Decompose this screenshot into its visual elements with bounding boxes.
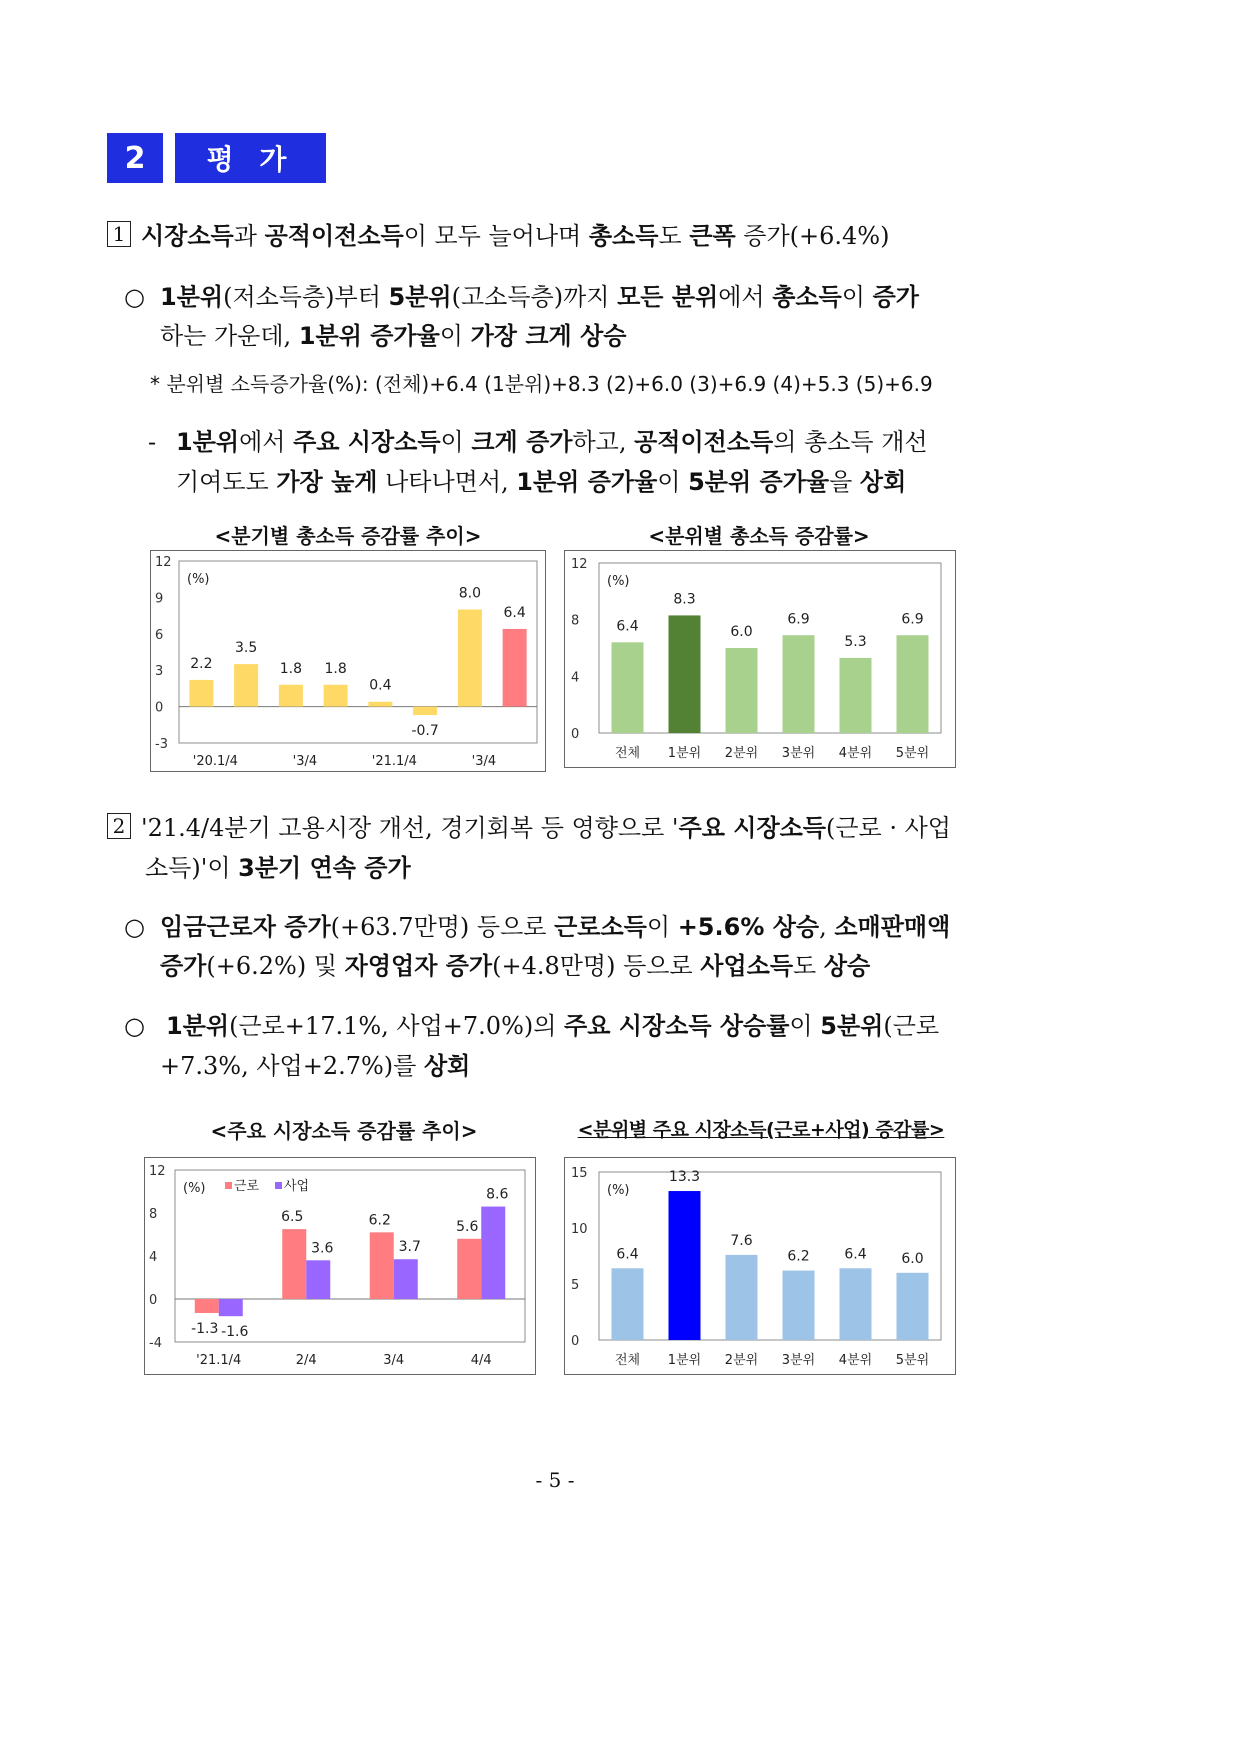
bar	[458, 610, 482, 707]
x-tick-label: 1분위	[667, 1353, 702, 1368]
data-label: 6.0	[901, 1250, 924, 1267]
x-tick-label: 4/4	[470, 1353, 492, 1368]
y-tick-label: 0	[571, 727, 580, 742]
x-tick-label: '21.1/4	[371, 754, 417, 769]
y-tick-label: 0	[571, 1334, 580, 1349]
bar	[726, 1255, 758, 1340]
chart3-title: <주요 시장소득 증감률 추이>	[210, 1119, 478, 1143]
y-tick-label: 6	[155, 627, 164, 643]
data-label: 3.5	[234, 640, 258, 657]
bullet1-line2: 하는 가운데, 1분위 증가율이 가장 크게 상승	[160, 322, 627, 350]
data-label: 5.6	[456, 1218, 479, 1235]
y-tick-label: 12	[149, 1164, 166, 1179]
bar	[503, 629, 527, 707]
data-label: 8.6	[486, 1186, 509, 1203]
data-label: 1.8	[324, 660, 347, 677]
y-tick-label: 15	[571, 1166, 588, 1181]
bar	[219, 1299, 243, 1316]
y-tick-label: 10	[571, 1222, 588, 1237]
dash1-line1: 1분위에서 주요 시장소득이 크게 증가하고, 공적이전소득의 총소득 개선	[176, 428, 928, 456]
unit-label: (%)	[187, 572, 210, 587]
bar	[457, 1239, 481, 1299]
data-label: 5.3	[844, 633, 867, 650]
data-label: 7.6	[730, 1232, 753, 1249]
y-tick-label: -4	[149, 1336, 162, 1351]
bullet1-line1: 1분위(저소득층)부터 5분위(고소득층)까지 모든 분위에서 총소득이 증가	[160, 283, 919, 311]
item2-line1: 2 '21.4/4분기 고용시장 개선, 경기회복 등 영향으로 '주요 시장소득(근로 · 사업	[107, 808, 951, 848]
x-tick-label: '3/4	[292, 754, 318, 769]
unit-label: (%)	[607, 1183, 630, 1198]
y-tick-label: 4	[571, 670, 580, 686]
y-tick-label: 4	[149, 1250, 158, 1265]
data-label: 0.4	[369, 677, 392, 694]
x-tick-label: '3/4	[471, 754, 497, 769]
x-tick-label: 4분위	[838, 1353, 873, 1368]
data-label: 8.0	[458, 585, 482, 602]
data-label: -1.3	[191, 1320, 219, 1337]
x-tick-label: 2/4	[295, 1353, 317, 1368]
dash1-line2: 기여도도 가장 높게 나타나면서, 1분위 증가율이 5분위 증가율을 상회	[176, 468, 907, 496]
bar	[234, 664, 258, 706]
bar	[370, 1232, 394, 1299]
plot-area	[599, 1172, 941, 1340]
section-title: 평 가	[175, 133, 326, 183]
data-label: 2.2	[190, 655, 213, 672]
note-quintile-growth: * 분위별 소득증가율(%): (전체)+6.4 (1분위)+8.3 (2)+6.0 (3)+6.9 (4)+5.3 (5)+6.9	[150, 372, 933, 396]
x-tick-label: 3분위	[781, 746, 816, 761]
data-label: 6.4	[616, 1246, 639, 1263]
data-label: 6.4	[844, 1246, 867, 1263]
bar	[669, 1191, 701, 1340]
chart4-container	[564, 1157, 956, 1375]
chart2-title: <분위별 총소득 증감률>	[648, 524, 870, 548]
x-tick-label: 5분위	[895, 746, 930, 761]
dash1-marker: -	[148, 428, 157, 456]
page-number: - 5 -	[535, 1468, 575, 1492]
chart4-svg	[565, 1158, 955, 1374]
chart4-title: <분위별 주요 시장소득(근로+사업) 증감률>	[577, 1119, 945, 1141]
bar	[840, 658, 872, 733]
bar	[840, 1268, 872, 1340]
bar	[897, 1273, 929, 1340]
bar	[282, 1229, 306, 1299]
bar	[279, 685, 303, 707]
bullet3-line1: 1분위(근로+17.1%, 사업+7.0%)의 주요 시장소득 상승률이 5분위(근로	[166, 1012, 940, 1040]
data-label: -0.7	[411, 723, 439, 740]
y-tick-label: 9	[155, 591, 164, 607]
y-tick-label: 8	[571, 613, 580, 629]
chart2-svg	[565, 551, 955, 767]
data-label: 6.4	[616, 618, 639, 635]
x-tick-label: '21.1/4	[196, 1353, 242, 1368]
chart1-title: <분기별 총소득 증감률 추이>	[214, 524, 482, 548]
bullet2-line1: 임금근로자 증가(+63.7만명) 등으로 근로소득이 +5.6% 상승, 소매판매액	[160, 913, 951, 941]
data-label: 13.3	[668, 1169, 701, 1186]
y-tick-label: 12	[155, 555, 172, 570]
bar	[897, 635, 929, 733]
bar	[612, 642, 644, 733]
bar	[669, 615, 701, 733]
chart3-container	[144, 1157, 536, 1375]
x-tick-label: '20.1/4	[192, 754, 238, 769]
x-tick-label: 5분위	[895, 1353, 930, 1368]
bar	[783, 635, 815, 733]
y-tick-label: 3	[155, 664, 164, 680]
data-label: 3.6	[311, 1240, 334, 1257]
plot-area	[599, 563, 941, 733]
x-tick-label: 전체	[614, 746, 641, 761]
y-tick-label: 0	[149, 1293, 158, 1308]
data-label: 6.0	[730, 624, 753, 640]
bar	[324, 685, 348, 707]
item1-heading: 1 시장소득과 공적이전소득이 모두 늘어나며 총소득도 큰폭 증가(+6.4%)	[107, 216, 889, 256]
y-tick-label: 5	[571, 1278, 580, 1293]
x-tick-label: 3/4	[383, 1353, 405, 1368]
legend-label: 사업	[284, 1179, 310, 1194]
bullet2-line2: 증가(+6.2%) 및 자영업자 증가(+4.8만명) 등으로 사업소득도 상승	[160, 952, 871, 980]
bar	[394, 1259, 418, 1299]
y-tick-label: 12	[571, 557, 588, 572]
legend-label: 근로	[234, 1179, 260, 1194]
bullet3-line2: +7.3%, 사업+2.7%)를 상회	[160, 1052, 471, 1080]
chart1-svg	[151, 551, 545, 771]
x-tick-label: 3분위	[781, 1353, 816, 1368]
x-tick-label: 2분위	[724, 746, 759, 761]
chart2-container	[564, 550, 956, 768]
bar	[481, 1207, 505, 1299]
data-label: 6.9	[901, 611, 924, 628]
data-label: 6.4	[503, 604, 526, 621]
item2-number: 2	[107, 813, 131, 839]
bullet3-marker: ○	[124, 1012, 145, 1040]
unit-label: (%)	[607, 574, 630, 589]
bar	[612, 1268, 644, 1340]
chart1-container	[150, 550, 546, 772]
bullet1-marker: ○	[124, 283, 145, 311]
item2-line2: 소득)'이 3분기 연속 증가	[145, 854, 411, 882]
section-number: 2	[107, 133, 163, 183]
chart3-svg	[145, 1158, 535, 1374]
y-tick-label: -3	[155, 737, 168, 752]
data-label: 6.2	[368, 1212, 391, 1229]
y-tick-label: 8	[149, 1207, 158, 1222]
x-tick-label: 1분위	[667, 746, 702, 761]
bullet2-marker: ○	[124, 913, 145, 941]
x-tick-label: 2분위	[724, 1353, 759, 1368]
data-label: -1.6	[221, 1324, 249, 1341]
plot-area	[179, 561, 537, 743]
x-tick-label: 전체	[614, 1353, 641, 1368]
x-tick-label: 4분위	[838, 746, 873, 761]
data-label: 3.7	[398, 1239, 421, 1256]
y-tick-label: 0	[155, 700, 164, 716]
data-label: 6.5	[281, 1209, 304, 1226]
bar	[726, 648, 758, 733]
data-label: 6.9	[787, 611, 810, 628]
bar	[306, 1260, 330, 1299]
item1-number: 1	[107, 221, 131, 247]
bar	[368, 702, 392, 707]
bar	[413, 707, 437, 715]
data-label: 1.8	[279, 660, 303, 677]
unit-label: (%)	[183, 1181, 206, 1196]
bar	[195, 1299, 219, 1313]
bar	[783, 1271, 815, 1340]
data-label: 8.3	[673, 591, 696, 608]
bar	[189, 680, 213, 707]
legend-swatch	[275, 1182, 282, 1189]
legend-swatch	[225, 1182, 232, 1189]
data-label: 6.2	[787, 1248, 810, 1265]
